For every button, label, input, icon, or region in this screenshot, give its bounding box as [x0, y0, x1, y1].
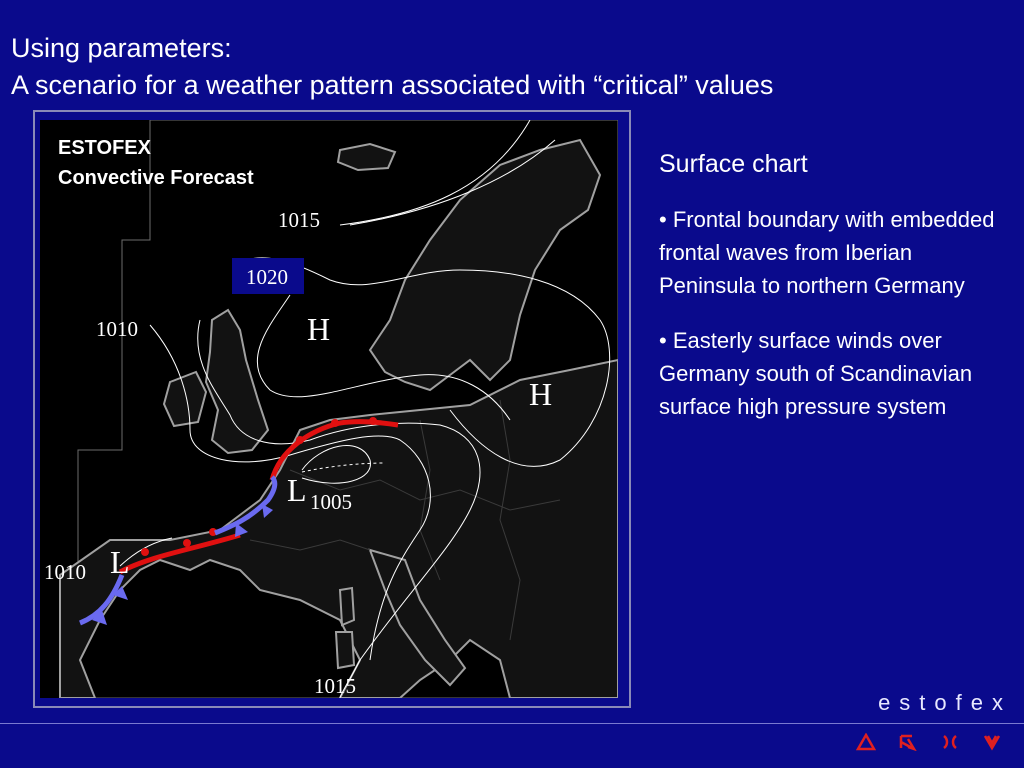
brand-wordmark: estofex — [878, 690, 1012, 715]
slide-title — [11, 30, 773, 104]
footer-divider — [0, 723, 1024, 724]
check-icon — [982, 733, 1002, 757]
triangle-icon — [856, 733, 876, 757]
title-line-2: A scenario for a weather pattern associated with “critical” values — [11, 70, 774, 100]
bullet-item: • Easterly surface winds over Germany south of Scandinavian surface high pressure system — [659, 328, 973, 419]
title-line-1: Using parameters: — [11, 33, 232, 63]
surface-chart-map — [40, 120, 618, 698]
logo-line-1: ESTOFEX — [58, 137, 151, 159]
isobar-label: 1015 — [278, 208, 320, 232]
footer-icons — [856, 733, 1002, 757]
isobar-label: 1010 — [44, 560, 86, 584]
isobar-label: 1010 — [96, 317, 138, 341]
high-pressure-center: H — [307, 311, 331, 347]
side-panel — [659, 148, 999, 445]
logo-line-2: Convective Forecast — [58, 167, 254, 189]
isobar-label: 1005 — [310, 490, 352, 514]
wave-icon — [940, 733, 960, 757]
isobar-label: 1015 — [314, 674, 356, 698]
bullet-item: • Frontal boundary with embedded frontal waves from Iberian Peninsula to northern Germany — [659, 207, 995, 298]
isobar-label: 1020 — [246, 265, 288, 289]
side-heading: Surface chart — [659, 150, 808, 178]
arrow-icon — [898, 733, 918, 757]
low-pressure-center: L — [110, 544, 130, 580]
high-pressure-center: H — [529, 376, 553, 412]
low-pressure-center: L — [287, 472, 307, 508]
